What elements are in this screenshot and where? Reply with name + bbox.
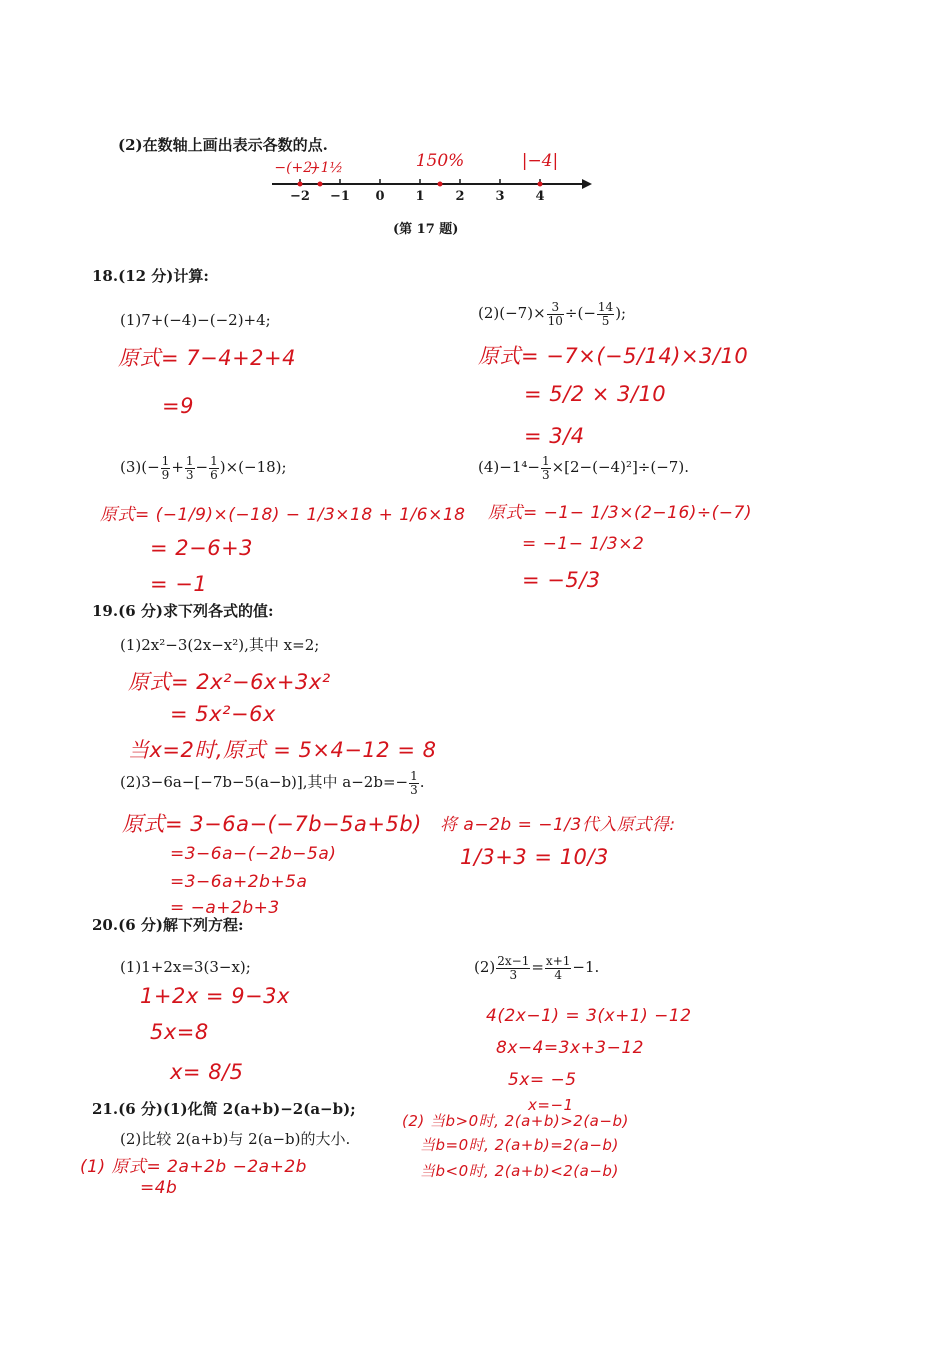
q19-p2-work-2: =3−6a−(−2b−5a) (170, 844, 337, 864)
q19-p2-work-3: =3−6a+2b+5a (170, 872, 308, 892)
number-line-tick-label: 2 (455, 189, 465, 204)
fraction: $\frac{1}{3}$ (541, 454, 550, 482)
q18-p2-work-3: = 3/4 (524, 424, 585, 448)
q18-p3-work-2: = 2−6+3 (150, 536, 254, 560)
q20-p1-work-2: 5x=8 (150, 1020, 209, 1044)
number-line-point-label: −(+2) (274, 160, 318, 176)
number-line-tick-label: 1 (415, 189, 425, 204)
q21-work1-1: (1) 原式= 2a+2b −2a+2b (80, 1157, 307, 1177)
number-line-tick-label: −2 (290, 189, 310, 204)
number-line-tick-label: 4 (535, 189, 545, 204)
q21-work2-3: 当b<0时, 2(a+b)<2(a−b) (420, 1162, 619, 1180)
fraction: $\frac{1}{3}$ (410, 769, 418, 797)
q20-p2-work-1: 4(2x−1) = 3(x+1) −12 (486, 1006, 692, 1026)
q21-work1-2: =4b (140, 1178, 178, 1198)
q18-p1-work-1: 原式= 7−4+2+4 (118, 346, 297, 370)
q19-p1-work-1: 原式= 2x²−6x+3x² (128, 670, 331, 694)
number-line-tick-label: −1 (330, 189, 350, 204)
fraction: $\frac{x+1}{4}$ (545, 954, 571, 982)
q20-p2-label: (2) $\frac{2x-1}{3}$ = $\frac{x+1}{4}$ −1. (474, 954, 600, 982)
q20-title: 20.(6 分)解下列方程: (92, 916, 244, 934)
q18-p2-label: (2)(−7)× $\frac{3}{10}$ ÷(− $\frac{14}{5}$ ); (478, 300, 627, 328)
fraction: $\frac{1}{9}$ (161, 454, 170, 482)
q21-title: 21.(6 分)(1)化简 2(a+b)−2(a−b); (92, 1100, 356, 1118)
q17-caption: (第 17 题) (393, 222, 459, 237)
q18-p3-work-1: 原式= (−1/9)×(−18) − 1/3×18 + 1/6×18 (100, 505, 466, 525)
q20-p2-work-2: 8x−4=3x+3−12 (496, 1038, 644, 1058)
q19-p1-work-3: 当x=2时,原式 = 5×4−12 = 8 (128, 738, 437, 762)
q21-work2-2: 当b=0时, 2(a+b)=2(a−b) (420, 1136, 619, 1154)
q18-p3-work-3: = −1 (150, 572, 208, 596)
fraction: $\frac{14}{5}$ (597, 300, 614, 328)
fraction: $\frac{1}{3}$ (185, 454, 194, 482)
number-line-tick-label: 0 (375, 189, 385, 204)
q18-p2-work-1: 原式= −7×(−5/14)×3/10 (478, 344, 749, 368)
number-line (260, 140, 600, 210)
number-line-point-label: |−4| (521, 151, 559, 171)
number-line-point-label: 150% (415, 151, 465, 171)
q20-p1-work-1: 1+2x = 9−3x (140, 984, 290, 1008)
q21-p2-label: (2)比较 2(a+b)与 2(a−b)的大小. (120, 1130, 351, 1148)
q19-p1-work-2: = 5x²−6x (170, 702, 276, 726)
number-line-point (538, 182, 543, 187)
fraction: $\frac{1}{6}$ (210, 454, 218, 482)
q19-p2-label: (2)3−6a−[−7b−5(a−b)],其中 a−2b=− $\frac{1}{3}$ . (120, 769, 425, 797)
q19-p2-work-4: = −a+2b+3 (170, 898, 280, 918)
q18-p1-label: (1)7+(−4)−(−2)+4; (120, 311, 271, 329)
number-line-arrow (582, 179, 592, 189)
q19-p2-work-1: 原式= 3−6a−(−7b−5a+5b) (122, 812, 422, 836)
fraction: $\frac{3}{10}$ (547, 300, 563, 328)
q19-title: 19.(6 分)求下列各式的值: (92, 602, 274, 620)
q19-p2-side-1: 将 a−2b = −1/3代入原式得: (440, 815, 676, 835)
q18-p1-work-2: =9 (162, 394, 194, 418)
q17-part2-prompt: (2)在数轴上画出表示各数的点. (118, 136, 328, 154)
q20-p2-work-4: x=−1 (528, 1096, 574, 1114)
q20-p1-label: (1)1+2x=3(3−x); (120, 958, 251, 976)
q21-work2-1: (2) 当b>0时, 2(a+b)>2(a−b) (402, 1112, 629, 1130)
q18-p4-work-1: 原式= −1− 1/3×(2−16)÷(−7) (488, 503, 752, 523)
q18-p2-work-2: = 5/2 × 3/10 (524, 382, 667, 406)
q18-p4-work-3: = −5/3 (522, 568, 601, 592)
number-line-point (298, 182, 303, 187)
q19-p2-side-2: 1/3+3 = 10/3 (460, 845, 609, 869)
fraction: $\frac{2x-1}{3}$ (497, 954, 530, 982)
q18-p4-work-2: = −1− 1/3×2 (522, 534, 645, 554)
q20-p1-work-3: x= 8/5 (170, 1060, 244, 1084)
q18-title: 18.(12 分)计算: (92, 267, 209, 285)
q18-p4-label: (4)−1⁴− $\frac{1}{3}$ ×[2−(−4)²]÷(−7). (478, 454, 689, 482)
number-line-point (438, 182, 443, 187)
number-line-tick-label: 3 (495, 189, 505, 204)
number-line-point (318, 182, 323, 187)
q18-p3-label: (3)(− $\frac{1}{9}$ + $\frac{1}{3}$ − $\frac{1}{6}$ )×(−18); (120, 454, 287, 482)
number-line-point-label: −1½ (308, 160, 344, 176)
q20-p2-work-3: 5x= −5 (508, 1070, 577, 1090)
q19-p1-label: (1)2x²−3(2x−x²),其中 x=2; (120, 636, 320, 654)
